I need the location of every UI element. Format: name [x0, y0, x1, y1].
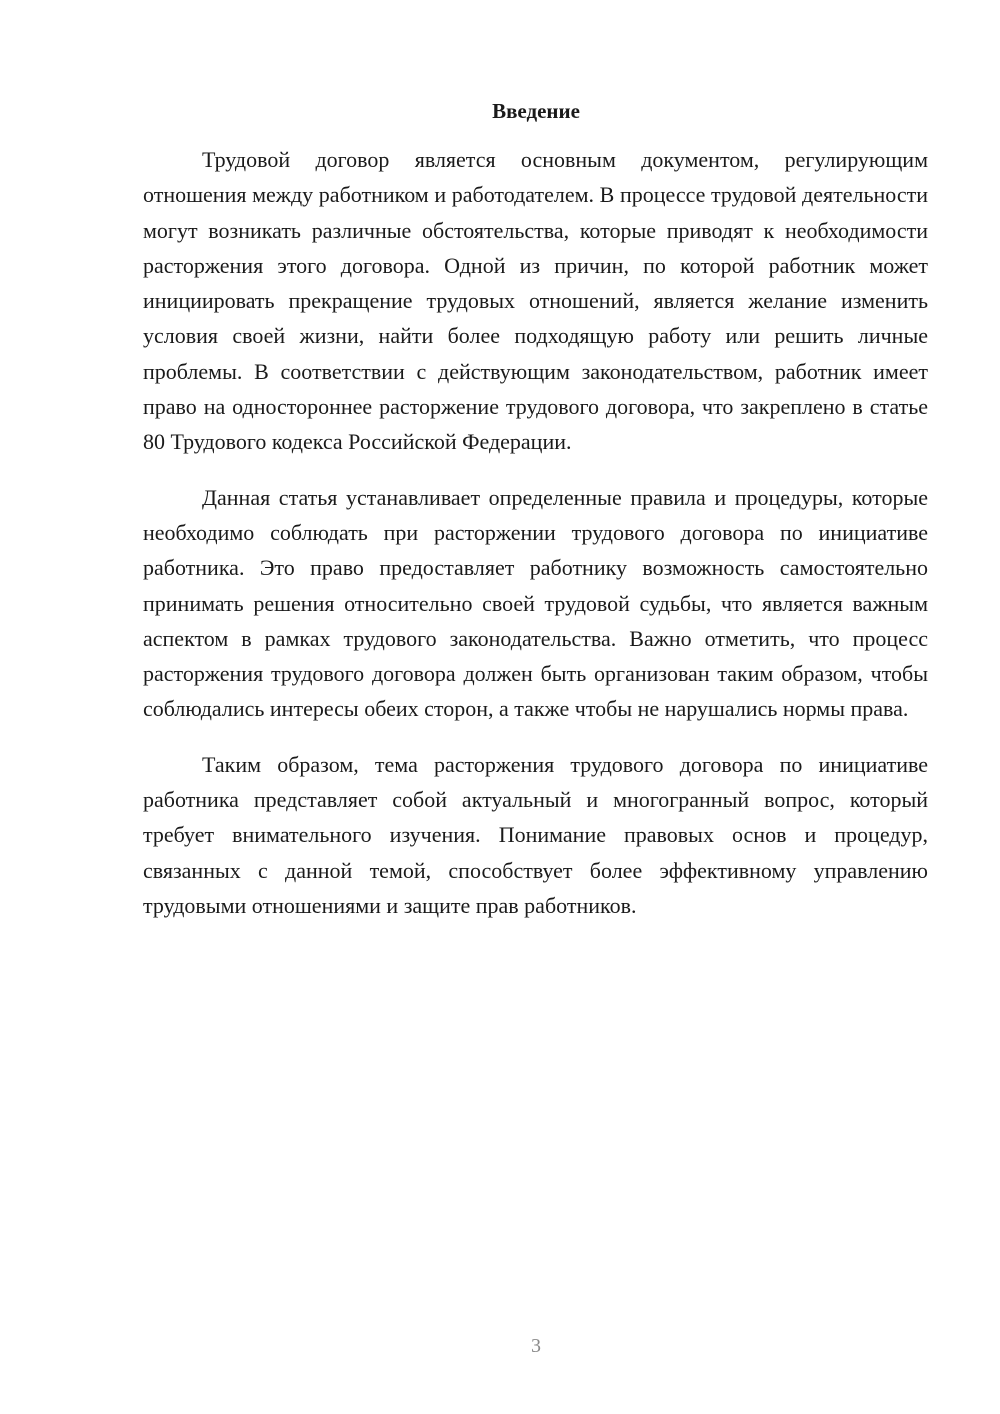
section-heading: Введение	[492, 99, 580, 123]
paragraph-2: Данная статья устанавливает определенные правила и процедуры, которые необходимо соблюдать при расторжении трудового договора по инициативе работника. Это право предоставляет работнику возможность самостоятельно принимать решения относительно своей трудовой судьбы, что является важным аспектом в рамках трудового законодательства. Важно отметить, что процесс расторжения трудового договора должен быть организован таким образом, чтобы соблюдались интересы обеих сторон, а также чтобы не нарушались нормы права.	[143, 484, 928, 722]
paragraph-1: Трудовой договор является основным документом, регулирующим отношения между работником и работодателем. В процессе трудовой деятельности могут возникать различные обстоятельства, которые приводят к необходимости расторжения этого договора. Одной из причин, по которой работник может инициировать прекращение трудовых отношений, является желание изменить условия своей жизни, найти более подходящую работу или решить личные проблемы. В соответствии с действующим законодательством, работник имеет право на одностороннее расторжение трудового договора, что закреплено в статье 80 Трудового кодекса Российской Федерации.	[143, 147, 928, 455]
page-number: 3	[531, 1335, 541, 1357]
paragraph-3: Таким образом, тема расторжения трудового договора по инициативе работника представляет собой актуальный и многогранный вопрос, который требует внимательного изучения. Понимание правовых основ и процедур, связанных с данной темой, способствует более эффективному управлению трудовыми отношениями и защите прав работников.	[143, 751, 928, 918]
body-text	[143, 142, 928, 943]
